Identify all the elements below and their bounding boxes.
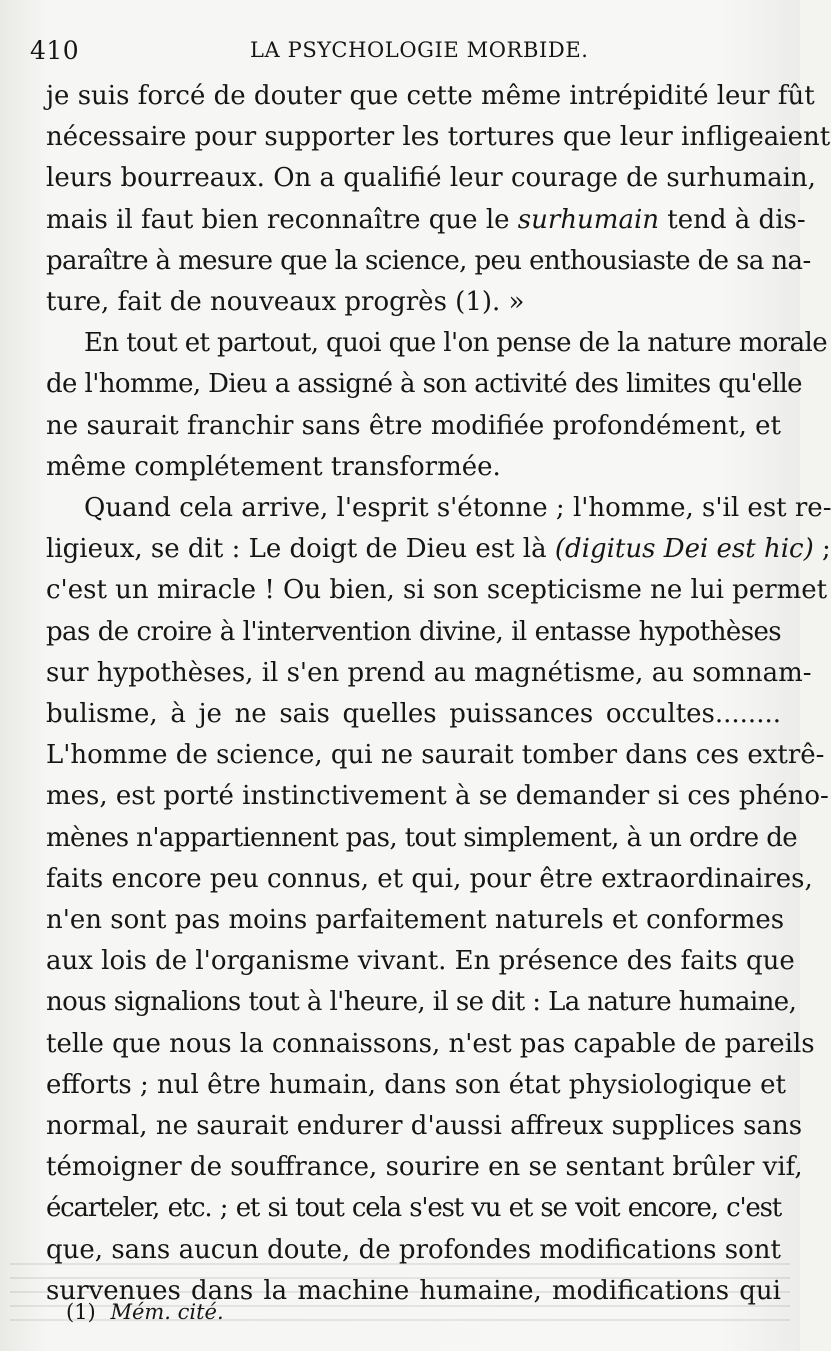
text-line: bulisme, à je ne sais quelles puissances occultes........ [46,699,781,730]
text-line: c'est un miracle ! Ou bien, si son scepticisme ne lui permet [46,575,828,606]
bleed-through-texture [10,1261,790,1321]
text-segment: tend à dis- [659,204,806,235]
italic-word: surhumain [517,204,660,235]
text-line: je suis forcé de douter que cette même intrépidité leur fût [46,81,815,111]
text-line: mènes n'appartiennent pas, tout simplement, à un ordre de [46,822,798,853]
text-line: écarteler, etc. ; et si tout cela s'est vu et se voit encore, c'est [46,1193,781,1224]
body-text [46,76,831,1312]
text-line: faits encore peu connus, et qui, pour être extraordinaires, [46,863,813,894]
text-segment: mais il faut bien reconnaître que le [46,204,518,235]
text-line: leurs bourreaux. On a qualifié leur courage de surhumain, [46,163,816,194]
text-line: nous signalions tout à l'heure, il se dit : La nature humaine, [46,987,797,1018]
text-line: mes, est porté instinctivement à se demander si ces phéno- [46,781,829,812]
text-line: même complétement transformée. [46,451,501,482]
page-number: 410 [30,36,80,65]
text-line: nécessaire pour supporter les tortures que leur infligeaient [46,122,831,153]
text-line: paraître à mesure que la science, peu enthousiaste de sa na- [46,245,811,276]
text-segment: ligieux, se dit : Le doigt de Dieu est là [46,534,555,565]
text-line: témoigner de souffrance, sourire en se sentant brûler vif, [46,1152,803,1183]
text-line: L'homme de science, qui ne saurait tomber dans ces extrê- [46,740,825,771]
text-line: aux lois de l'organisme vivant. En présence des faits que [46,946,795,977]
text-segment: ; [813,534,831,565]
text-line: survenues dans la machine humaine, modifications qui [46,1275,781,1306]
text-line [46,529,831,570]
text-line: normal, ne saurait endurer d'aussi affreux supplices sans [46,1111,803,1142]
text-line: ture, fait de nouveaux progrès (1). » [46,287,525,318]
running-head: LA PSYCHOLOGIE MORBIDE. [250,38,589,62]
text-line: que, sans aucun doute, de profondes modifications sont [46,1234,781,1265]
text-line: n'en sont pas moins parfaitement naturels et conformes [46,905,785,936]
text-line [46,200,806,241]
text-line: efforts ; nul être humain, dans son état physiologique et [46,1069,786,1100]
text-line: de l'homme, Dieu a assigné à son activité des limites qu'elle [46,369,802,400]
text-line: ne saurait franchir sans être modifiée profondément, et [46,410,781,441]
text-line: Quand cela arrive, l'esprit s'étonne ; l'homme, s'il est re- [84,493,831,524]
italic-phrase: (digitus Dei est hic) [554,534,814,565]
text-line: pas de croire à l'intervention divine, il entasse hypothèses [46,616,781,647]
text-line: sur hypothèses, il s'en prend au magnétisme, au somnam- [46,657,812,688]
footnote-text: Mém. cité. [110,1300,224,1324]
text-line: En tout et partout, quoi que l'on pense de la nature morale [84,328,828,359]
text-line: telle que nous la connaissons, n'est pas capable de pareils [46,1028,815,1059]
footnote-mark: (1) [66,1300,96,1324]
page-header [0,36,800,70]
